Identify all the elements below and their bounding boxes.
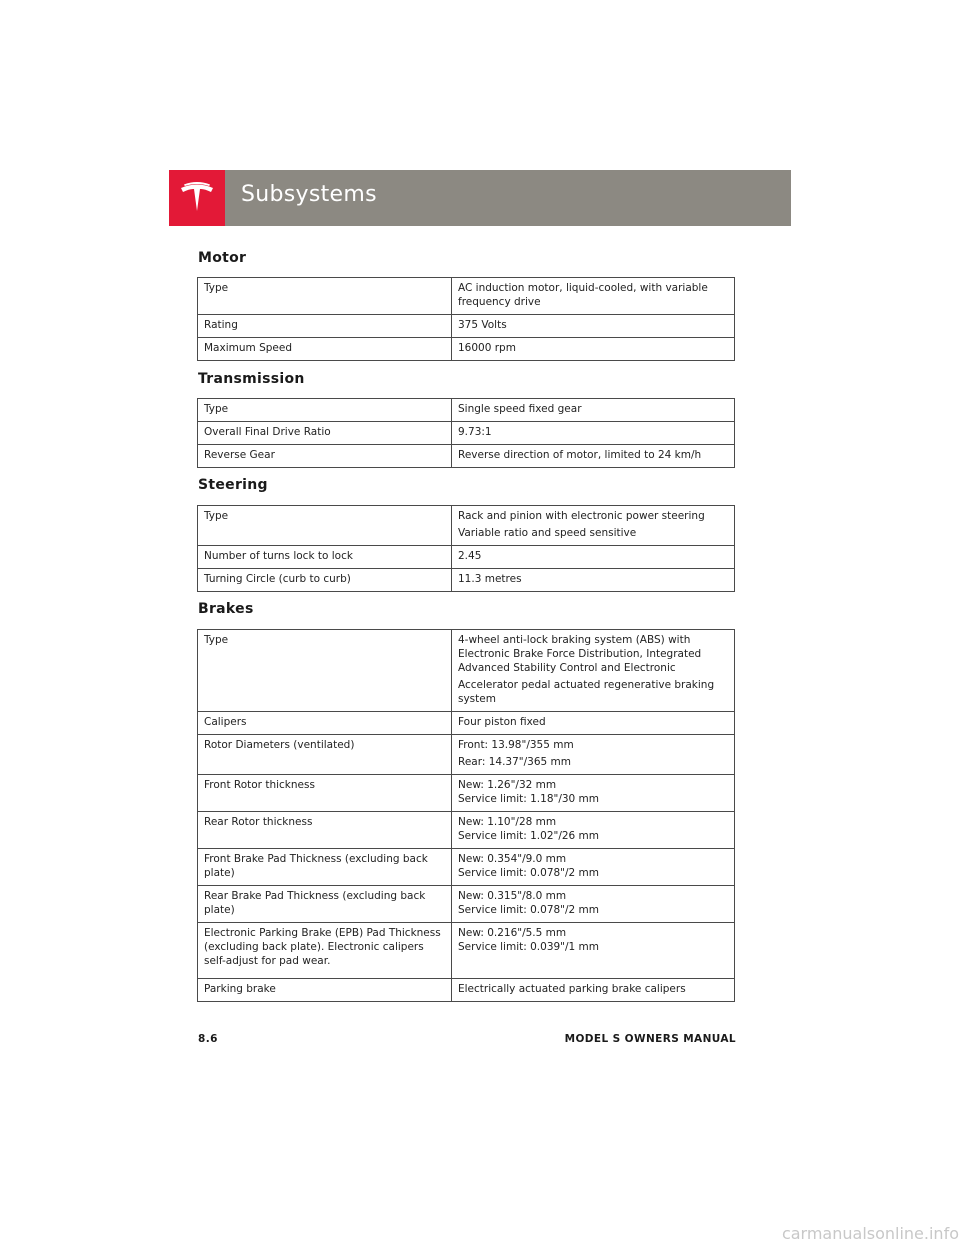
spec-label: Calipers	[198, 712, 452, 735]
spec-value	[452, 812, 735, 849]
spec-label: Type	[198, 630, 452, 712]
spec-label: Type	[198, 278, 452, 315]
spec-value-line: Service limit: 0.078"/2 mm	[458, 904, 600, 916]
steering-spec-table	[197, 505, 735, 592]
chapter-header	[169, 170, 791, 226]
spec-label: Overall Final Drive Ratio	[198, 422, 452, 445]
table-row	[198, 422, 735, 445]
spec-label: Maximum Speed	[198, 338, 452, 361]
section-title-transmission: Transmission	[198, 371, 305, 387]
spec-value-line: Front: 13.98"/355 mm	[458, 739, 574, 751]
table-row	[198, 886, 735, 923]
spec-label: Rear Brake Pad Thickness (excluding back plate)	[198, 886, 452, 923]
spec-value	[452, 775, 735, 812]
spec-value: 9.73:1	[452, 422, 735, 445]
spec-value: Electrically actuated parking brake calipers	[452, 979, 735, 1002]
section-title-motor: Motor	[198, 250, 247, 266]
spec-value-line: New: 0.354"/9.0 mm	[458, 853, 567, 865]
table-row	[198, 735, 735, 775]
spec-value-line: New: 1.10"/28 mm	[458, 816, 557, 828]
spec-label: Rear Rotor thickness	[198, 812, 452, 849]
spec-label: Number of turns lock to lock	[198, 546, 452, 569]
table-row	[198, 712, 735, 735]
table-row	[198, 399, 735, 422]
table-row	[198, 923, 735, 979]
motor-spec-table	[197, 277, 735, 361]
spec-value: 2.45	[452, 546, 735, 569]
spec-value	[452, 506, 735, 546]
table-row	[198, 445, 735, 468]
spec-label: Type	[198, 506, 452, 546]
spec-value: Single speed fixed gear	[452, 399, 735, 422]
brakes-spec-table	[197, 629, 735, 1002]
watermark: carmanualsonline.info	[619, 1226, 959, 1242]
spec-value	[452, 630, 735, 712]
spec-value-line: Rack and pinion with electronic power steering	[458, 510, 705, 522]
spec-label: Rating	[198, 315, 452, 338]
spec-value-line: 4-wheel anti-lock braking system (ABS) with Electronic Brake Force Distribution, Integrated Advanced Stability Control and Electronic	[458, 634, 702, 674]
table-row	[198, 849, 735, 886]
spec-value-line: New: 0.216"/5.5 mm	[458, 927, 567, 939]
spec-value-line: Accelerator pedal actuated regenerative braking system	[458, 679, 715, 705]
spec-value-line: Rear: 14.37"/365 mm	[458, 756, 571, 768]
spec-value: Four piston fixed	[452, 712, 735, 735]
spec-label: Parking brake	[198, 979, 452, 1002]
page-number: 8.6	[198, 1033, 218, 1045]
spec-value	[452, 886, 735, 923]
transmission-spec-table	[197, 398, 735, 468]
spec-value-line: Service limit: 1.18"/30 mm	[458, 793, 600, 805]
table-row	[198, 315, 735, 338]
spec-label: Front Rotor thickness	[198, 775, 452, 812]
spec-value: 11.3 metres	[452, 569, 735, 592]
spec-label: Electronic Parking Brake (EPB) Pad Thickness (excluding back plate). Electronic calipers self-adjust for pad wear.	[198, 923, 452, 979]
spec-label: Type	[198, 399, 452, 422]
spec-value-line: New: 0.315"/8.0 mm	[458, 890, 567, 902]
section-title-brakes: Brakes	[198, 601, 254, 617]
spec-value-line: Service limit: 0.039"/1 mm	[458, 941, 600, 953]
spec-label: Rotor Diameters (ventilated)	[198, 735, 452, 775]
spec-value	[452, 735, 735, 775]
table-row	[198, 506, 735, 546]
table-row	[198, 569, 735, 592]
chapter-title: Subsystems	[241, 182, 377, 207]
spec-value-line: Variable ratio and speed sensitive	[458, 527, 637, 539]
manual-title: MODEL S OWNERS MANUAL	[564, 1033, 736, 1045]
spec-label: Front Brake Pad Thickness (excluding back plate)	[198, 849, 452, 886]
spec-value: 375 Volts	[452, 315, 735, 338]
spec-value-line: New: 1.26"/32 mm	[458, 779, 557, 791]
spec-label: Reverse Gear	[198, 445, 452, 468]
spec-value: AC induction motor, liquid-cooled, with variable frequency drive	[452, 278, 735, 315]
spec-label: Turning Circle (curb to curb)	[198, 569, 452, 592]
table-row	[198, 278, 735, 315]
spec-value	[452, 849, 735, 886]
table-row	[198, 979, 735, 1002]
spec-value	[452, 923, 735, 979]
table-row	[198, 338, 735, 361]
section-title-steering: Steering	[198, 477, 268, 493]
tesla-logo	[169, 170, 225, 226]
table-row	[198, 775, 735, 812]
spec-value-line: Service limit: 0.078"/2 mm	[458, 867, 600, 879]
spec-value: Reverse direction of motor, limited to 24 km/h	[452, 445, 735, 468]
table-row	[198, 546, 735, 569]
tesla-logo-icon	[179, 180, 215, 216]
spec-value: 16000 rpm	[452, 338, 735, 361]
spec-value-line: Service limit: 1.02"/26 mm	[458, 830, 600, 842]
table-row	[198, 630, 735, 712]
table-row	[198, 812, 735, 849]
